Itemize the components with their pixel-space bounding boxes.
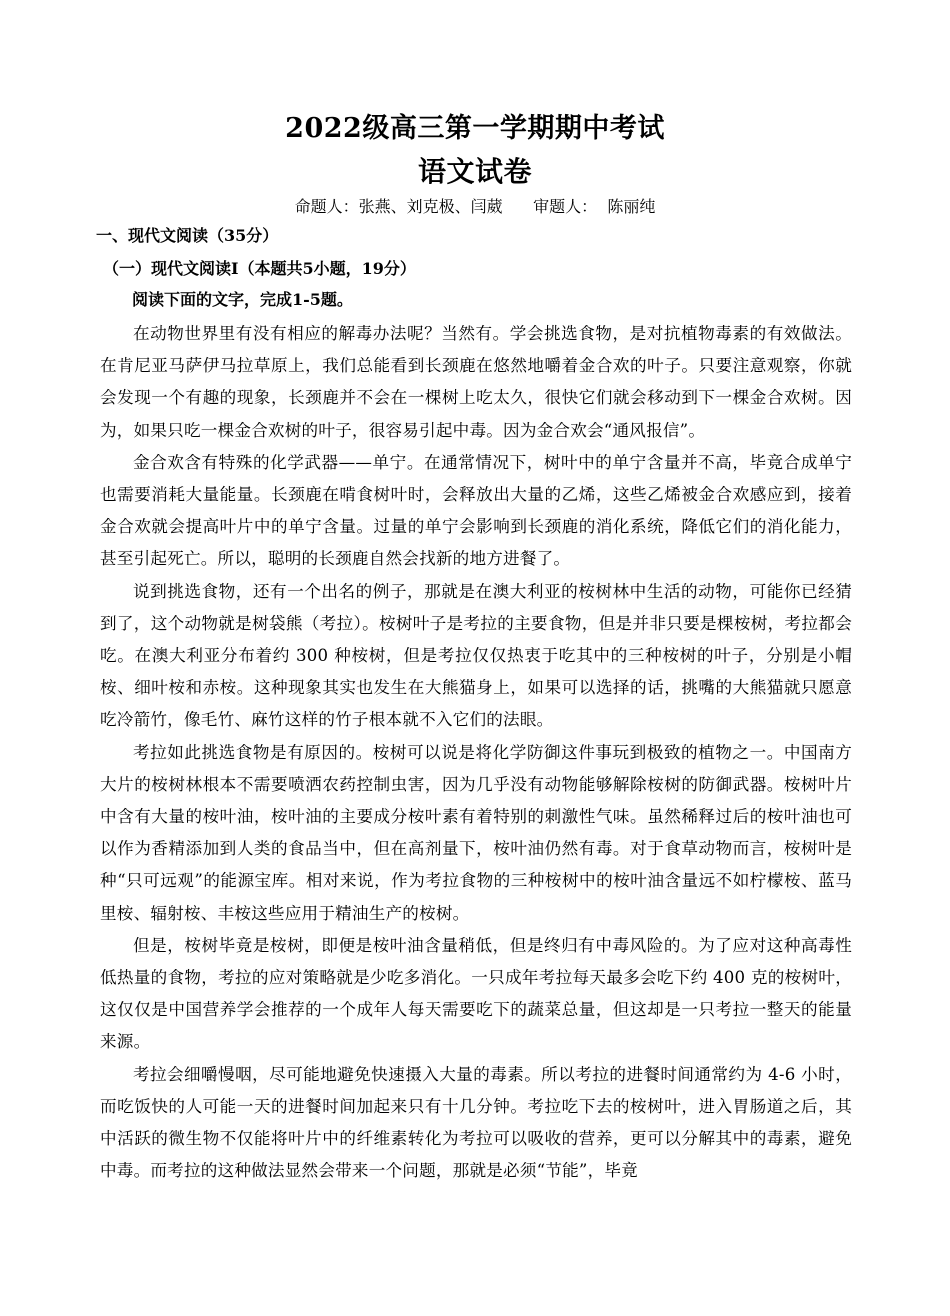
exam-authors: 命题人：张燕、刘克极、闫葳 审题人： 陈丽纯 xyxy=(294,197,656,216)
passage-paragraph: 但是，桉树毕竟是桉树，即便是桉叶油含量稍低，但是终归有中毒风险的。为了应对这种高毒性低热量的食物，考拉的应对策略就是少吃多消化。一只成年考拉每天最多会吃下约 400 克的桉树叶，这仅仅是中国营养学会推荐的一个成年人每天需要吃下的蔬菜总量，但这却是一只考拉一整天的能量来源。 xyxy=(100,935,852,1052)
section-heading: 一、现代文阅读（35分） xyxy=(96,226,279,245)
exam-title: 2022级高三第一学期期中考试 xyxy=(285,113,665,144)
reading-passage xyxy=(100,318,852,1187)
passage-paragraph: 考拉会细嚼慢咽，尽可能地避免快速摄入大量的毒素。所以考拉的进餐时间通常约为 4-6 小时，而吃饭快的人可能一天的进餐时间加起来只有十几分钟。考拉吃下去的桉树叶，进入胃肠道之后，其中活跃的微生物不仅能将叶片中的纤维素转化为考拉可以吸收的营养，更可以分解其中的毒素，避免中毒。而考拉的这种做法显然会带来一个问题，那就是必须“节能”，毕竟 xyxy=(100,1064,852,1181)
passage-paragraph: 金合欢含有特殊的化学武器——单宁。在通常情况下，树叶中的单宁含量并不高，毕竟合成单宁也需要消耗大量能量。长颈鹿在啃食树叶时，会释放出大量的乙烯，这些乙烯被金合欢感应到，接着金合欢就会提高叶片中的单宁含量。过量的单宁会影响到长颈鹿的消化系统，降低它们的消化能力，甚至引起死亡。所以，聪明的长颈鹿自然会找新的地方进餐了。 xyxy=(100,452,852,569)
passage-paragraph: 在动物世界里有没有相应的解毒办法呢？当然有。学会挑选食物，是对抗植物毒素的有效做法。在肯尼亚马萨伊马拉草原上，我们总能看到长颈鹿在悠然地嚼着金合欢的叶子。只要注意观察，你就会发现一个有趣的现象，长颈鹿并不会在一棵树上吃太久，很快它们就会移动到下一棵金合欢树。因为，如果只吃一棵金合欢树的叶子，很容易引起中毒。因为金合欢会“通风报信”。 xyxy=(100,324,852,440)
passage-paragraph: 说到挑选食物，还有一个出名的例子，那就是在澳大利亚的桉树林中生活的动物，可能你已经猜到了，这个动物就是树袋熊（考拉）。桉树叶子是考拉的主要食物，但是并非只要是棵桉树，考拉都会吃。在澳大利亚分布着约 300 种桉树，但是考拉仅仅热衷于吃其中的三种桉树的叶子，分别是小帽桉、细叶桉和赤桉。这种现象其实也发生在大熊猫身上，如果可以选择的话，挑嘴的大熊猫就只愿意吃冷箭竹，像毛竹、麻竹这样的竹子根本就不入它们的法眼。 xyxy=(100,581,852,730)
passage-paragraph: 考拉如此挑选食物是有原因的。桉树可以说是将化学防御这件事玩到极致的植物之一。中国南方大片的桉树林根本不需要喷洒农药控制虫害，因为几乎没有动物能够解除桉树的防御武器。桉树叶片中含有大量的桉叶油，桉叶油的主要成分桉叶素有着特别的刺激性气味。虽然稀释过后的桉叶油也可以作为香精添加到人类的食品当中，但在高剂量下，桉叶油仍然有毒。对于食草动物而言，桉树叶是种“只可远观”的能源宝库。相对来说，作为考拉食物的三种桉树中的桉叶油含量远不如柠檬桉、蓝马里桉、辐射桉、丰桉这些应用于精油生产的桉树。 xyxy=(100,742,852,923)
reading-instruction: 阅读下面的文字，完成1-5题。 xyxy=(132,290,353,309)
sub-section-heading: （一）现代文阅读Ⅰ（本题共5小题，19分） xyxy=(103,259,416,278)
exam-subtitle: 语文试卷 xyxy=(417,155,532,188)
